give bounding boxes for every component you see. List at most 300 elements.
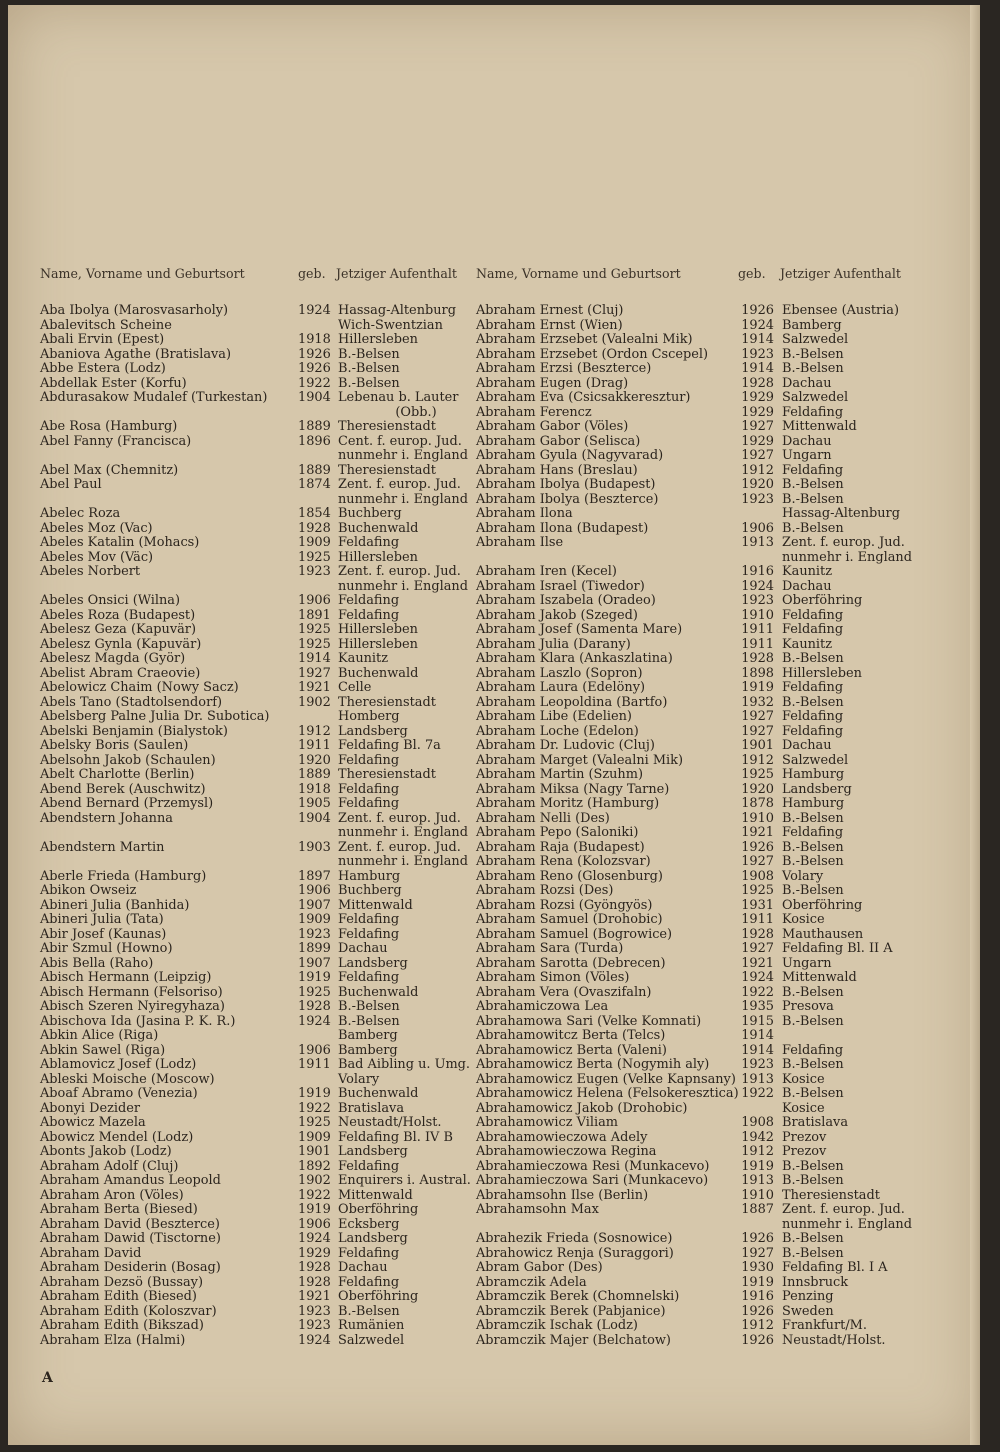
list-item xyxy=(476,1247,934,1262)
list-item xyxy=(476,957,934,972)
entry-name: Abelsohn Jakob (Schaulen) xyxy=(40,752,216,768)
list-item xyxy=(40,1232,480,1247)
list-item xyxy=(476,1290,934,1305)
entry-year: 1928 xyxy=(298,520,331,536)
entry-place: Theresienstadt xyxy=(338,462,436,478)
list-item xyxy=(476,696,934,711)
list-item xyxy=(476,986,934,1001)
entry-place: Bamberg xyxy=(338,1042,398,1058)
entry-place: nunmehr i. England xyxy=(338,578,468,594)
list-item xyxy=(476,319,934,334)
list-item xyxy=(40,551,480,566)
entry-year: 1910 xyxy=(741,607,774,623)
list-item xyxy=(476,522,934,537)
entry-place: B.-Belsen xyxy=(338,999,400,1014)
list-item xyxy=(40,522,480,537)
entry-name: Abraham Eva (Csicsakkeresztur) xyxy=(476,390,691,405)
list-item xyxy=(476,435,934,450)
list-item xyxy=(476,797,934,812)
list-item xyxy=(40,913,480,928)
entry-year: 1909 xyxy=(298,912,331,927)
entry-year: 1927 xyxy=(741,723,774,739)
entry-place: Kaunitz xyxy=(782,636,833,652)
list-item xyxy=(40,609,480,624)
entry-name: Abraham Erzsi (Beszterce) xyxy=(476,361,652,376)
list-item xyxy=(476,348,934,363)
list-item xyxy=(476,493,934,508)
entry-name: Abraham Sara (Turda) xyxy=(476,941,624,956)
entry-year: 1935 xyxy=(741,999,774,1014)
entry-place: Volary xyxy=(782,868,824,884)
entry-year: 1924 xyxy=(298,1013,331,1029)
entry-place: Hassag-Altenburg xyxy=(338,303,456,318)
entry-year: 1932 xyxy=(741,694,774,710)
entry-name: Abraham Gabor (Völes) xyxy=(476,419,629,434)
entry-name: Abraham Eugen (Drag) xyxy=(476,375,629,391)
entry-place: nunmehr i. England xyxy=(338,491,468,507)
entry-name: Abraham Reno (Glosenburg) xyxy=(476,868,663,884)
entry-name: Ableski Moische (Moscow) xyxy=(40,1071,215,1087)
entry-name: Abraham Julia (Darany) xyxy=(476,636,631,652)
entry-year xyxy=(298,493,336,508)
list-item xyxy=(40,1145,480,1160)
entry-place: Zent. f. europ. Jud. xyxy=(338,564,461,579)
entry-year: 1923 xyxy=(741,1057,774,1072)
entry-name: Abraham Rena (Kolozsvar) xyxy=(476,854,651,869)
list-item xyxy=(40,1290,480,1305)
entry-year: 1904 xyxy=(298,390,331,405)
entry-place: Frankfurt/M. xyxy=(782,1318,867,1333)
entry-name: Abraham Libe (Edelien) xyxy=(476,709,632,724)
list-item xyxy=(476,899,934,914)
list-item xyxy=(40,1116,480,1131)
list-item xyxy=(476,870,934,885)
entry-place: B.-Belsen xyxy=(782,839,844,855)
entry-year xyxy=(298,580,336,595)
entry-place: B.-Belsen xyxy=(338,1013,400,1029)
entry-place: B.-Belsen xyxy=(782,477,844,492)
entry-year: 1925 xyxy=(298,549,331,565)
entry-name: Abendstern Martin xyxy=(40,839,165,855)
entry-place: Volary xyxy=(338,1071,380,1087)
entry-year: 1902 xyxy=(298,694,331,710)
entry-year: 1919 xyxy=(298,1086,331,1101)
list-item xyxy=(40,652,480,667)
entry-name: Abir Josef (Kaunas) xyxy=(40,926,167,942)
entry-year: 1926 xyxy=(741,839,774,855)
entry-name: Abrahamowa Sari (Velke Komnati) xyxy=(476,1013,702,1029)
entry-name: Abkin Alice (Riga) xyxy=(40,1028,159,1043)
entry-place: B.-Belsen xyxy=(782,346,844,362)
entry-name: Abdurasakow Mudalef (Turkestan) xyxy=(40,390,268,405)
entry-place: Dachau xyxy=(782,375,832,391)
list-item xyxy=(476,942,934,957)
entry-place: Landsberg xyxy=(338,723,408,739)
entry-name: Abel Fanny (Francisca) xyxy=(40,433,192,449)
entry-year: 1927 xyxy=(741,941,774,956)
entry-place: Landsberg xyxy=(338,1144,408,1159)
entry-name: Abraham Moritz (Hamburg) xyxy=(476,796,660,811)
entry-name: Abraham Berta (Biesed) xyxy=(40,1202,198,1217)
entry-year: 1926 xyxy=(298,361,331,376)
list-item xyxy=(476,609,934,624)
list-item xyxy=(476,1160,934,1175)
list-item xyxy=(476,681,934,696)
header-year: geb. xyxy=(298,266,326,281)
entry-place: B.-Belsen xyxy=(782,520,844,536)
entry-place: Hillersleben xyxy=(338,622,418,637)
entry-name: Abraham Nelli (Des) xyxy=(476,810,610,826)
entry-name: Abraham Desiderin (Bosag) xyxy=(40,1260,221,1275)
list-item xyxy=(476,652,934,667)
entry-place: Salzwedel xyxy=(338,1332,405,1348)
entry-place: Feldafing Bl. 7a xyxy=(338,738,441,753)
entry-year: 1922 xyxy=(741,1086,774,1101)
entry-year: 1898 xyxy=(741,665,774,681)
list-item xyxy=(476,1218,934,1233)
list-item xyxy=(476,1087,934,1102)
entry-place: Buchenwald xyxy=(338,665,419,681)
entry-name: Abramczik Berek (Pabjanice) xyxy=(476,1303,666,1319)
list-item xyxy=(476,1319,934,1334)
entry-place: Feldafing Bl. IV B xyxy=(338,1129,453,1145)
entry-name: Abrahezik Frieda (Sosnowice) xyxy=(476,1231,673,1246)
entry-name: Abraham Simon (Völes) xyxy=(476,970,630,985)
entry-place: Kosice xyxy=(782,1100,825,1116)
entry-place: B.-Belsen xyxy=(338,346,400,362)
entry-name: Abraham Ibolya (Beszterce) xyxy=(476,491,659,507)
entry-year: 1909 xyxy=(298,535,331,550)
entry-name: Abraham Klara (Ankaszlatina) xyxy=(476,651,673,666)
entry-year xyxy=(298,449,336,464)
entry-place: Innsbruck xyxy=(782,1274,849,1290)
document-page xyxy=(8,5,980,1445)
list-item xyxy=(40,681,480,696)
entry-year: 1921 xyxy=(298,680,331,695)
entry-year: 1854 xyxy=(298,506,331,521)
entry-year: 1901 xyxy=(298,1144,331,1159)
list-item xyxy=(40,420,480,435)
entry-name xyxy=(40,826,298,841)
header-place: Jetziger Aufenthalt xyxy=(780,266,901,281)
list-item xyxy=(476,1058,934,1073)
entry-name: Abraham Marget (Valealni Mik) xyxy=(476,752,684,768)
entry-name: Abelesz Geza (Kapuvär) xyxy=(40,622,197,637)
entry-name: Abraham Leopoldina (Bartfo) xyxy=(476,694,668,710)
entry-place: B.-Belsen xyxy=(782,1245,844,1261)
entry-place: nunmehr i. England xyxy=(782,1216,912,1232)
entry-year: 1928 xyxy=(298,999,331,1014)
entry-year xyxy=(298,1073,336,1088)
header-name: Name, Vorname und Geburtsort xyxy=(476,266,681,281)
list-item xyxy=(476,1174,934,1189)
list-item xyxy=(40,928,480,943)
entry-name: Aba Ibolya (Marosvasarholy) xyxy=(40,303,229,318)
entry-name: Abraham Samuel (Drohobic) xyxy=(476,912,663,927)
entry-place: Neustadt/Holst. xyxy=(782,1332,886,1348)
entry-place: Prezov xyxy=(782,1129,827,1145)
entry-name: Abeles Roza (Budapest) xyxy=(40,607,196,623)
entry-year: 1906 xyxy=(741,520,774,536)
list-item xyxy=(40,1247,480,1262)
right-entry-list xyxy=(476,304,934,1348)
entry-place: Hamburg xyxy=(338,868,401,884)
entry-year: 1925 xyxy=(298,622,331,637)
entry-name: Abrahamowicz Jakob (Drohobic) xyxy=(476,1100,688,1116)
list-item xyxy=(476,1073,934,1088)
entry-year: 1919 xyxy=(741,1158,774,1174)
entry-place: Feldafing xyxy=(782,709,844,724)
list-item xyxy=(40,957,480,972)
list-item xyxy=(476,391,934,406)
entry-place xyxy=(780,1029,934,1044)
entry-name: Abraham Israel (Tiwedor) xyxy=(476,578,645,594)
entry-place: Bratislava xyxy=(782,1115,849,1130)
entry-place: Dachau xyxy=(782,738,832,753)
list-item xyxy=(476,580,934,595)
list-item xyxy=(476,928,934,943)
entry-name: Abelsky Boris (Saulen) xyxy=(40,738,189,753)
entry-place: B.-Belsen xyxy=(782,361,844,376)
entry-year: 1914 xyxy=(741,1042,774,1058)
list-item xyxy=(40,754,480,769)
list-item xyxy=(476,551,934,566)
entry-name xyxy=(40,406,298,421)
entry-year: 1928 xyxy=(741,651,774,666)
entry-name: Abraham Rozsi (Gyöngyös) xyxy=(476,897,653,913)
entry-name: Abelowicz Chaim (Nowy Sacz) xyxy=(40,680,239,695)
entry-name: Abraham Ilona (Budapest) xyxy=(476,520,649,536)
entry-name: Abraham Edith (Koloszvar) xyxy=(40,1303,217,1319)
entry-place: Kosice xyxy=(782,912,825,927)
entry-name: Abrahamowieczowa Regina xyxy=(476,1144,657,1159)
entry-name: Abrahamowicz Berta (Valeni) xyxy=(476,1042,667,1058)
entry-place: Theresienstadt xyxy=(782,1187,880,1203)
entry-name: Abram Gabor (Des) xyxy=(476,1260,603,1275)
entry-name: Abraham Dawid (Tisctorne) xyxy=(40,1231,221,1246)
list-item xyxy=(40,478,480,493)
list-item xyxy=(40,1319,480,1334)
list-item xyxy=(40,391,480,406)
entry-place: Prezov xyxy=(782,1144,827,1159)
entry-place: Lebenau b. Lauter xyxy=(338,390,459,405)
entry-year: 1911 xyxy=(741,636,774,652)
header-year: geb. xyxy=(738,266,766,281)
list-item xyxy=(40,1189,480,1204)
entry-year xyxy=(738,1218,780,1233)
entry-year: 1887 xyxy=(741,1202,774,1217)
entry-year: 1929 xyxy=(741,404,774,420)
entry-year: 1923 xyxy=(741,593,774,608)
list-item xyxy=(476,362,934,377)
entry-place: B.-Belsen xyxy=(338,1303,400,1319)
entry-year: 1896 xyxy=(298,433,331,449)
entry-year: 1914 xyxy=(741,361,774,376)
list-item xyxy=(40,1174,480,1189)
entry-year: 1923 xyxy=(298,564,331,579)
list-item xyxy=(476,1102,934,1117)
entry-year: 1919 xyxy=(298,970,331,985)
entry-place: Feldafing xyxy=(782,607,844,623)
entry-year: 1878 xyxy=(741,796,774,811)
entry-name: Abraham Jakob (Szeged) xyxy=(476,607,638,623)
entry-year: 1906 xyxy=(298,883,331,898)
list-item xyxy=(476,812,934,827)
list-item xyxy=(476,478,934,493)
list-item xyxy=(476,377,934,392)
entry-year: 1897 xyxy=(298,868,331,884)
entry-name: Abelsberg Palne Julia Dr. Subotica) xyxy=(40,709,270,724)
entry-name: Abowicz Mazela xyxy=(40,1115,146,1130)
list-item xyxy=(40,971,480,986)
entry-name: Abel Max (Chemnitz) xyxy=(40,462,179,478)
entry-place: Cent. f. europ. Jud. xyxy=(338,433,462,449)
entry-name: Abisch Szeren Nyiregyhaza) xyxy=(40,999,225,1014)
entry-name: Abrahamiczowa Lea xyxy=(476,999,609,1014)
entry-place: Hillersleben xyxy=(338,549,418,565)
list-item xyxy=(40,1203,480,1218)
entry-name: Abraham Edith (Bikszad) xyxy=(40,1318,204,1333)
list-item xyxy=(476,1261,934,1276)
list-item xyxy=(476,725,934,740)
entry-year: 1919 xyxy=(741,680,774,695)
entry-name: Abaniova Agathe (Bratislava) xyxy=(40,346,232,362)
entry-place: (Obb.) xyxy=(338,404,437,420)
entry-year: 1929 xyxy=(741,390,774,405)
entry-year: 1924 xyxy=(298,303,331,318)
entry-year: 1913 xyxy=(741,535,774,550)
entry-place: B.-Belsen xyxy=(782,854,844,869)
list-item xyxy=(476,1131,934,1146)
entry-place: Bamberg xyxy=(782,317,842,333)
entry-year: 1912 xyxy=(741,752,774,768)
entry-place: Feldafing xyxy=(782,680,844,695)
entry-year: 1889 xyxy=(298,462,331,478)
entry-year: 1926 xyxy=(741,1303,774,1319)
entry-place: Hamburg xyxy=(782,767,845,782)
entry-name: Abraham Aron (Völes) xyxy=(40,1187,184,1203)
entry-place: Feldafing xyxy=(338,970,400,985)
entry-name: Abe Rosa (Hamburg) xyxy=(40,419,178,434)
entry-place: Salzwedel xyxy=(782,752,849,768)
entry-place: Feldafing xyxy=(782,404,844,420)
list-item xyxy=(40,1334,480,1349)
list-item xyxy=(476,594,934,609)
list-item xyxy=(40,1087,480,1102)
entry-year xyxy=(738,507,780,522)
entry-year: 1930 xyxy=(741,1260,774,1275)
entry-name: Abelesz Magda (Györ) xyxy=(40,651,186,666)
entry-name: Abowicz Mendel (Lodz) xyxy=(40,1129,194,1145)
entry-year xyxy=(298,826,336,841)
entry-place: Landsberg xyxy=(782,781,852,797)
entry-place: Feldafing xyxy=(782,622,844,637)
entry-year: 1910 xyxy=(741,810,774,826)
list-item xyxy=(40,739,480,754)
list-item xyxy=(40,1305,480,1320)
entry-name: Abrahowicz Renja (Suraggori) xyxy=(476,1245,674,1261)
list-item xyxy=(40,812,480,827)
entry-year: 1925 xyxy=(298,1115,331,1130)
entry-place: Ebensee (Austria) xyxy=(782,303,899,318)
list-item xyxy=(40,1058,480,1073)
entry-name: Aboaf Abramo (Venezia) xyxy=(40,1086,198,1101)
entry-year: 1927 xyxy=(741,419,774,434)
list-item xyxy=(40,1276,480,1291)
entry-name: Abraham Ibolya (Budapest) xyxy=(476,477,656,492)
list-item xyxy=(40,696,480,711)
list-item xyxy=(476,855,934,870)
entry-year: 1924 xyxy=(741,970,774,985)
entry-place: Penzing xyxy=(782,1289,834,1304)
entry-name: Abrahamieczowa Sari (Munkacevo) xyxy=(476,1173,709,1188)
entry-year xyxy=(298,1029,336,1044)
entry-name: Abraham Raja (Budapest) xyxy=(476,839,645,855)
entry-year: 1920 xyxy=(741,781,774,797)
entry-year: 1925 xyxy=(298,984,331,1000)
entry-year: 1921 xyxy=(741,955,774,971)
entry-year: 1914 xyxy=(741,1028,774,1043)
entry-name: Abrahamsohn Ilse (Berlin) xyxy=(476,1187,649,1203)
entry-year: 1929 xyxy=(741,433,774,449)
entry-name xyxy=(40,449,298,464)
entry-place: B.-Belsen xyxy=(782,1158,844,1174)
entry-name: Abraham Pepo (Saloniki) xyxy=(476,825,639,840)
entry-year: 1912 xyxy=(741,462,774,478)
entry-year: 1921 xyxy=(741,825,774,840)
list-item xyxy=(40,377,480,392)
list-item xyxy=(476,1145,934,1160)
entry-name: Abbe Estera (Lodz) xyxy=(40,361,166,376)
entry-name: Abalevitsch Scheine xyxy=(40,317,172,333)
entry-name: Abramczik Ischak (Lodz) xyxy=(476,1318,638,1333)
list-item xyxy=(476,406,934,421)
entry-name: Abraham Hans (Breslau) xyxy=(476,462,638,478)
entry-place: Landsberg xyxy=(338,955,408,971)
entry-place: Celle xyxy=(338,680,372,695)
entry-name: Abelt Charlotte (Berlin) xyxy=(40,767,195,782)
entry-name: Abonts Jakob (Lodz) xyxy=(40,1144,172,1159)
entry-name: Abramczik Majer (Belchatow) xyxy=(476,1332,671,1348)
entry-name: Abraham Iszabela (Oradeo) xyxy=(476,593,656,608)
entry-name: Abraham Laura (Edelöny) xyxy=(476,680,646,695)
entry-name: Abineri Julia (Banhida) xyxy=(40,897,190,913)
entry-place: Feldafing xyxy=(782,1042,844,1058)
list-item xyxy=(476,913,934,928)
entry-place: Ungarn xyxy=(782,955,832,971)
entry-year: 1912 xyxy=(741,1318,774,1333)
entry-year: 1891 xyxy=(298,607,331,623)
entry-name: Abraham Edith (Biesed) xyxy=(40,1289,197,1304)
left-column xyxy=(40,267,480,1348)
section-letter: A xyxy=(42,1370,53,1386)
entry-place: B.-Belsen xyxy=(338,375,400,391)
entry-year: 1906 xyxy=(298,1042,331,1058)
entry-year: 1918 xyxy=(298,781,331,797)
entry-name: Abraham Samuel (Bogrowice) xyxy=(476,926,673,942)
entry-place: nunmehr i. England xyxy=(782,549,912,565)
entry-name: Ablamovicz Josef (Lodz) xyxy=(40,1057,197,1072)
entry-place: Feldafing xyxy=(338,752,400,768)
entry-year xyxy=(298,710,336,725)
entry-place: Kaunitz xyxy=(338,651,389,666)
list-item xyxy=(40,319,480,334)
entry-name xyxy=(40,580,298,595)
entry-name: Abraham Josef (Samenta Mare) xyxy=(476,622,683,637)
list-item xyxy=(476,1232,934,1247)
list-item xyxy=(40,768,480,783)
entry-place: Feldafing xyxy=(338,781,400,797)
